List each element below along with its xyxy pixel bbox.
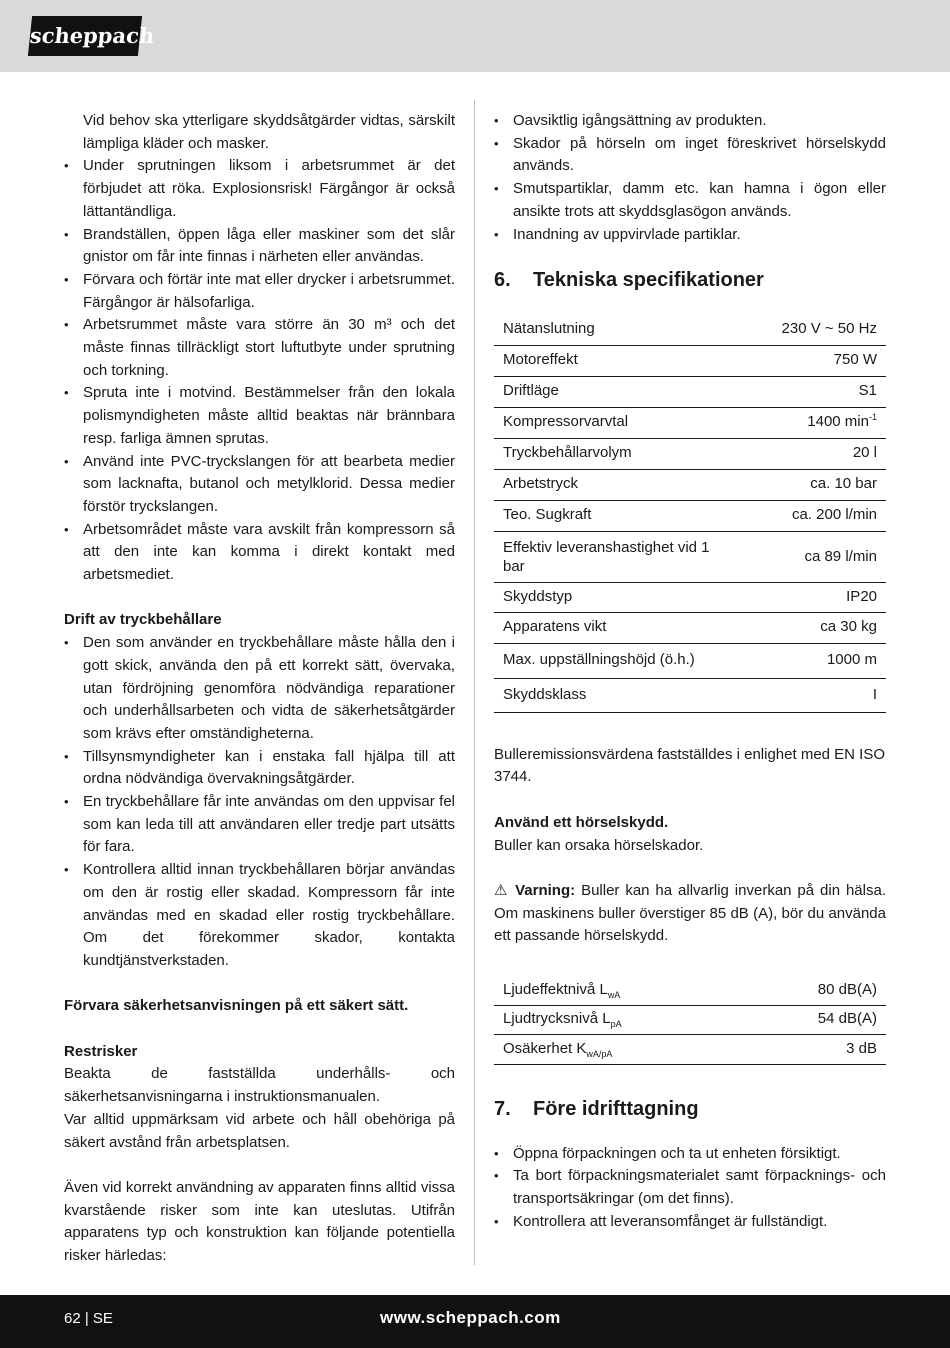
residual-risks-heading: Restrisker <box>64 1042 138 1060</box>
noise-label-subscript: wA/pA <box>586 1048 613 1059</box>
list-item: • Den som använder en tryckbehållare måste hålla den i gott skick, använda den på ett korrekt sätt, övervaka, utan fördröjning genomföra nödvändiga reparationer och underhållsarbeten och vidta de säkerhetsåtgärder som krävs efter omständigheterna. <box>64 632 455 746</box>
list-item: • Förvara och förtär inte mat eller drycker i arbetsrummet. Färgångor är hälsofarliga. <box>64 269 455 314</box>
residual-paragraph: Var alltid uppmärksam vid arbete och håll obehöriga på säkert avstånd från arbetsplatsen. <box>64 1110 455 1151</box>
table-row <box>494 678 886 712</box>
spec-label: Kompressorvarvtal <box>494 407 773 438</box>
section-title: Tekniska specifikationer <box>533 269 764 292</box>
spec-label: Motoreffekt <box>494 345 773 376</box>
spec-label: Teo. Sugkraft <box>494 500 773 531</box>
noise-table <box>494 976 886 1065</box>
section-6-heading <box>494 268 886 292</box>
spec-value: ca 30 kg <box>773 612 886 643</box>
left-column <box>64 110 455 1268</box>
store-instructions-heading: Förvara säkerhetsanvisningen på ett säkert sätt. <box>64 997 409 1015</box>
spec-value: IP20 <box>773 582 886 612</box>
spec-value: ca. 10 bar <box>773 469 886 500</box>
spec-label: Effektiv leveranshastighet vid 1 bar <box>494 531 773 582</box>
section-title: Före idrifttagning <box>533 1097 699 1120</box>
spec-value: I <box>773 678 886 712</box>
list-item: • Arbetsområdet måste vara avskilt från kompressorn så att den inte kan komma i direkt kontakt med arbetsmediet. <box>64 519 455 587</box>
list-item: • Brandställen, öppen låga eller maskiner som det slår gnistor om får inte finnas i närheten eller användas. <box>64 224 455 269</box>
table-row <box>494 345 886 376</box>
drift-heading: Drift av tryckbehållare <box>64 611 222 629</box>
table-row <box>494 500 886 531</box>
column-divider <box>474 100 475 1265</box>
list-item: • Ta bort förpackningsmaterialet samt förpacknings- och transportsäkringar (om det finns). <box>494 1165 886 1210</box>
unit-exponent: -1 <box>868 412 877 423</box>
safety-bullet-list <box>64 155 455 586</box>
spec-value-text: 1400 min <box>807 413 869 431</box>
list-item: • Öppna förpackningen och ta ut enheten försiktigt. <box>494 1143 886 1166</box>
warning-text: Buller kan ha allvarlig inverkan på din hälsa. Om maskinens buller överstiger 85 dB (A), bör du använda ett passande hörselskydd. <box>494 881 886 945</box>
residual-paragraph: Även vid korrekt användning av apparaten finns alltid vissa kvarstående risker som inte kan uteslutas. Utifrån apparatens typ och konstruktion kan följande potentiella risker härledas: <box>64 1178 455 1265</box>
table-row <box>494 531 886 582</box>
list-item: • Inandning av uppvirvlade partiklar. <box>494 224 886 247</box>
spec-value: ca. 200 l/min <box>773 500 886 531</box>
spec-label: Arbetstryck <box>494 469 773 500</box>
page-number: 62 | SE <box>64 1310 113 1327</box>
noise-label <box>494 1005 744 1034</box>
page-footer <box>0 1295 950 1348</box>
list-item: • Använd inte PVC-tryckslangen för att bearbeta medier som lacknafta, butanol och metylklorid. Dessa medier förstör tryckslangen. <box>64 451 455 519</box>
spec-value: 1000 m <box>773 643 886 678</box>
hearing-text: Buller kan orsaka hörselskador. <box>494 836 704 854</box>
scheppach-logo: scheppach <box>28 16 142 56</box>
warning-label: Varning: <box>515 881 576 899</box>
noise-value: 3 dB <box>744 1034 886 1064</box>
table-row <box>494 469 886 500</box>
page-header <box>0 0 950 72</box>
noise-value: 80 dB(A) <box>744 976 886 1005</box>
table-row <box>494 1005 886 1034</box>
noise-label <box>494 1034 744 1064</box>
spec-value: ca 89 l/min <box>773 531 886 582</box>
hearing-protection-heading: Använd ett hörselskydd. <box>494 813 669 831</box>
spec-label: Max. uppställningshöjd (ö.h.) <box>494 643 773 678</box>
list-item: • Arbetsrummet måste vara större än 30 m³ och det måste finnas tillräckligt stort luftutbyte under sprutning och torkning. <box>64 314 455 382</box>
table-row <box>494 376 886 407</box>
table-row <box>494 314 886 345</box>
risk-bullet-list <box>494 110 886 246</box>
table-row <box>494 407 886 438</box>
noise-label-subscript: pA <box>610 1019 622 1030</box>
spec-label: Nätanslutning <box>494 314 773 345</box>
spec-label: Driftläge <box>494 376 773 407</box>
section-number: 7. <box>494 1097 511 1120</box>
table-row <box>494 612 886 643</box>
noise-label-subscript: wA <box>607 989 621 1000</box>
table-row <box>494 643 886 678</box>
table-row <box>494 976 886 1005</box>
warning-icon: ⚠ <box>494 881 510 899</box>
website-link[interactable]: www.scheppach.com <box>380 1308 561 1327</box>
noise-label-text: Ljudtrycksnivå L <box>503 1010 611 1028</box>
warning-paragraph <box>494 880 886 948</box>
spec-value: S1 <box>773 376 886 407</box>
noise-paragraph: Bulleremissionsvärdena fastställdes i enlighet med EN ISO 3744. <box>494 745 886 786</box>
list-item: • Kontrollera alltid innan tryckbehållaren börjar användas om den är rostig eller skadad. Kompressorn får inte användas med en skadad eller rostig tryckbehållare. Om det förekommer skador, kontakta kundtjänstverkstaden. <box>64 859 455 973</box>
list-item: • En tryckbehållare får inte användas om den uppvisar fel som kan leda till att användaren eller tredje part utsätts för fara. <box>64 791 455 859</box>
spec-label: Skyddstyp <box>494 582 773 612</box>
list-item: • Oavsiktlig igångsättning av produkten. <box>494 110 886 133</box>
spec-label: Skyddsklass <box>494 678 773 712</box>
noise-label <box>494 976 744 1005</box>
noise-label-text: Osäkerhet K <box>503 1039 587 1057</box>
table-row <box>494 438 886 469</box>
residual-paragraph: Beakta de fastställda underhålls- och säkerhetsanvisningarna i instruktionsmanualen. <box>64 1065 455 1106</box>
list-item: • Under sprutningen liksom i arbetsrummet är det förbjudet att röka. Explosionsrisk! Färgångor är också lättantändliga. <box>64 155 455 223</box>
startup-bullet-list <box>494 1143 886 1234</box>
spec-value: 20 l <box>773 438 886 469</box>
list-item: • Skador på hörseln om inget föreskrivet hörselskydd används. <box>494 133 886 178</box>
spec-value: 230 V ~ 50 Hz <box>773 314 886 345</box>
spec-value <box>773 407 886 438</box>
list-item: • Spruta inte i motvind. Bestämmelser från den lokala polismyndigheten måste alltid beaktas när brännbara resp. farliga ämnen sprutas. <box>64 382 455 450</box>
table-row <box>494 1034 886 1064</box>
right-column <box>494 110 886 1233</box>
drift-bullet-list <box>64 632 455 973</box>
spec-label: Tryckbehållarvolym <box>494 438 773 469</box>
section-number: 6. <box>494 269 511 292</box>
spec-value: 750 W <box>773 345 886 376</box>
list-item: • Tillsynsmyndigheter kan i enstaka fall hjälpa till att ordna nödvändiga övervakningsåtgärder. <box>64 746 455 791</box>
noise-label-text: Ljudeffektnivå L <box>503 980 608 998</box>
section-7-heading <box>494 1097 886 1121</box>
noise-value: 54 dB(A) <box>744 1005 886 1034</box>
list-item: • Kontrollera att leveransomfånget är fullständigt. <box>494 1211 886 1234</box>
intro-paragraph: Vid behov ska ytterligare skyddsåtgärder vidtas, särskilt lämpliga kläder och masker. <box>83 112 455 152</box>
spec-table <box>494 314 886 713</box>
table-row <box>494 582 886 612</box>
list-item: • Smutspartiklar, damm etc. kan hamna i ögon eller ansikte trots att skyddsglasögon används. <box>494 178 886 223</box>
spec-label: Apparatens vikt <box>494 612 773 643</box>
